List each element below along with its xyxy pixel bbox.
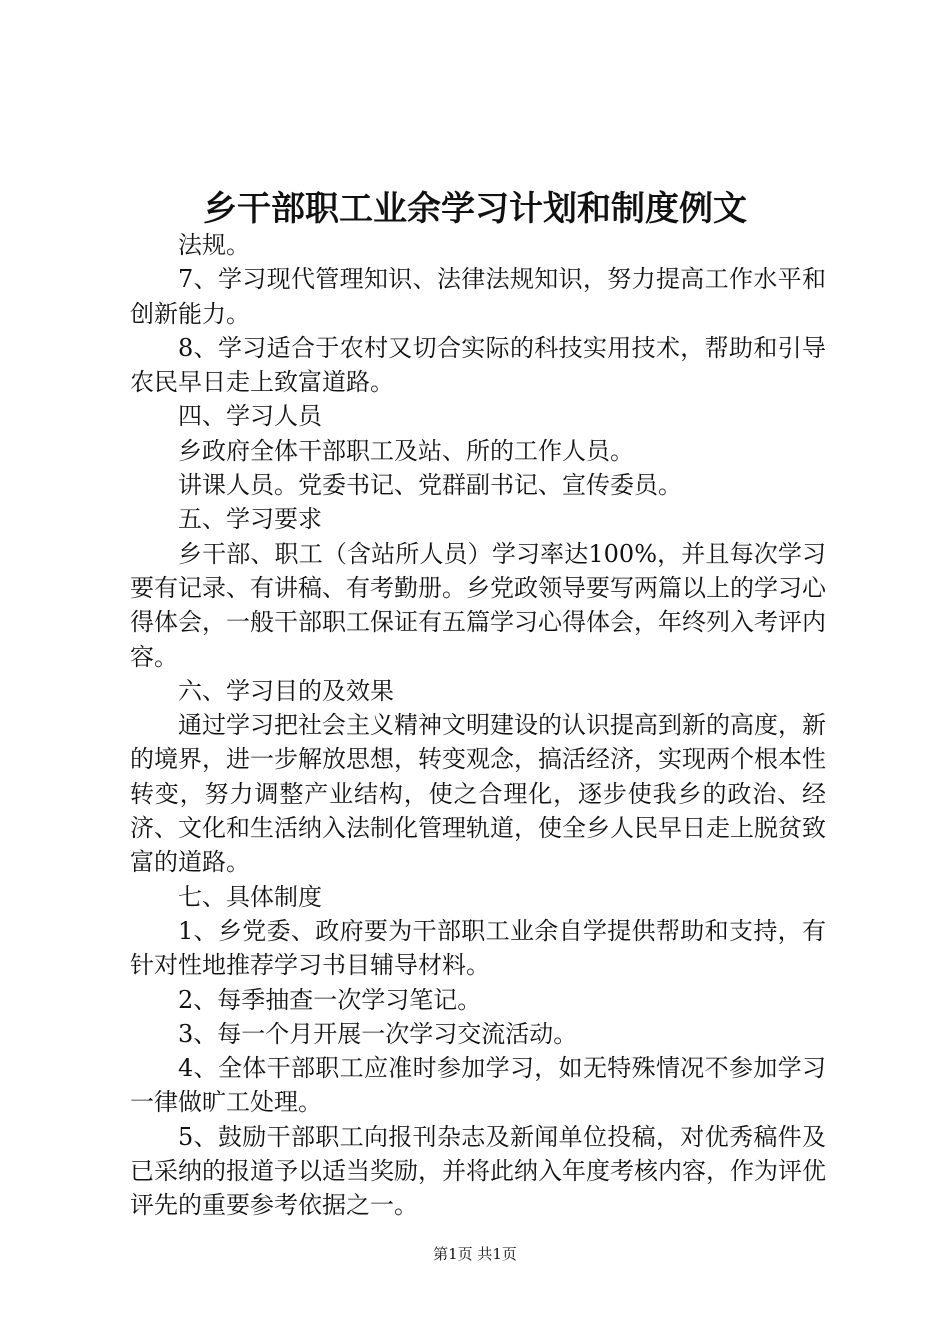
paragraph: 2、每季抽查一次学习笔记。 xyxy=(178,985,482,1014)
paragraph: 7、学习现代管理知识、法律法规知识，努力提高工作水平和创新能力。 xyxy=(130,265,826,328)
document-body xyxy=(130,228,826,1223)
paragraph: 法规。 xyxy=(178,231,250,259)
section-heading: 五、学习要求 xyxy=(178,505,322,534)
paragraph: 8、学习适合于农村又切合实际的科技实用技术，帮助和引导农民早日走上致富道路。 xyxy=(130,333,826,397)
paragraph: 乡政府全体干部职工及站、所的工作人员。 xyxy=(178,436,634,465)
paragraph: 3、每一个月开展一次学习交流活动。 xyxy=(178,1019,578,1048)
paragraph: 5、鼓励干部职工向报刊杂志及新闻单位投稿，对优秀稿件及已采纳的报道予以适当奖励，并将此纳入年度考核内容，作为评优评先的重要参考依据之一。 xyxy=(130,1122,826,1220)
section-heading: 六、学习目的及效果 xyxy=(178,676,394,705)
section-heading: 四、学习人员 xyxy=(178,402,322,431)
paragraph: 4、全体干部职工应准时参加学习，如无特殊情况不参加学习一律做旷工处理。 xyxy=(130,1054,826,1117)
paragraph: 1、乡党委、政府要为干部职工业余自学提供帮助和支持，有针对性地推荐学习书目辅导材料。 xyxy=(130,916,826,980)
paragraph: 乡干部、职工（含站所人员）学习率达100%，并且每次学习要有记录、有讲稿、有考勤册。乡党政领导要写两篇以上的学习心得体会，一般干部职工保证有五篇学习心得体会，年终列入考评内容。 xyxy=(130,539,826,671)
document-title: 乡干部职工业余学习计划和制度例文 xyxy=(203,189,747,229)
paragraph: 通过学习把社会主义精神文明建设的认识提高到新的高度，新的境界，进一步解放思想，转变观念，搞活经济，实现两个根本性转变，努力调整产业结构，使之合理化，逐步使我乡的政治、经济、文化和生活纳入法制化管理轨道，使全乡人民早日走上脱贫致富的道路。 xyxy=(130,711,826,877)
section-heading: 七、具体制度 xyxy=(178,882,322,911)
page-footer: 第1页 共1页 xyxy=(433,1245,517,1263)
paragraph: 讲课人员。党委书记、党群副书记、宣传委员。 xyxy=(178,471,682,500)
